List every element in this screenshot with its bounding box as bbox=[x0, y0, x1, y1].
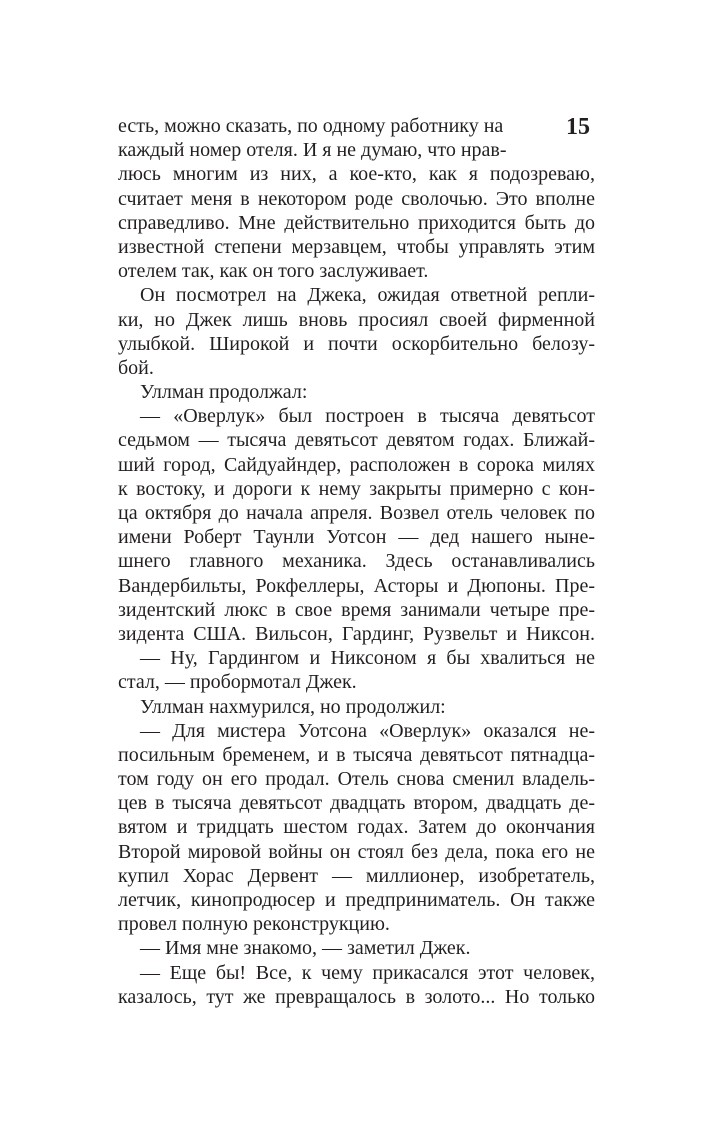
text-line: посильным бременем, и в тысяча девятьсот пятнадца- bbox=[118, 743, 595, 766]
text-line: зидента США. Вильсон, Гардинг, Рузвельт и Никсон. bbox=[118, 622, 595, 645]
text-line: каждый номер отеля. И я не думаю, что нрав- bbox=[118, 139, 507, 162]
text-line: Вандербильты, Рокфеллеры, Асторы и Дюпоны. Пре- bbox=[118, 574, 595, 597]
text-line: ший город, Сайдуайндер, расположен в сорока милях bbox=[118, 453, 595, 476]
text-line: вятом и тридцать шестом годах. Затем до окончания bbox=[118, 816, 595, 839]
text-line: том году он его продал. Отель снова сменил владель- bbox=[118, 768, 595, 791]
text-line: летчик, кинопродюсер и предприниматель. Он также bbox=[118, 889, 595, 911]
text-line: Уллман продолжал: bbox=[140, 381, 308, 404]
text-line: Он посмотрел на Джека, ожидая ответной репли- bbox=[140, 284, 595, 307]
text-line: провел полную реконструкцию. bbox=[118, 913, 390, 936]
text-line: ца октября до начала апреля. Возвел отель человек по bbox=[118, 502, 595, 524]
text-line: — «Оверлук» был построен в тысяча девятьсот bbox=[140, 405, 595, 428]
text-line: седьмом — тысяча девятьсот девятом годах. Ближай- bbox=[118, 429, 595, 452]
text-line: улыбкой. Широкой и почти оскорбительно белозу- bbox=[118, 332, 595, 355]
text-line: Второй мировой войны он стоял без дела, пока его не bbox=[118, 840, 595, 863]
text-line: — Ну, Гардингом и Никсоном я бы хвалиться не bbox=[140, 647, 595, 670]
text-line: цев в тысяча девятьсот двадцать втором, двадцать де- bbox=[118, 792, 595, 815]
body-text bbox=[118, 114, 595, 1009]
page-number: 15 bbox=[566, 114, 590, 140]
text-line: казалось, тут же превращалось в золото... Но только bbox=[118, 985, 595, 1008]
text-line: Уллман нахмурился, но продолжил: bbox=[140, 695, 446, 718]
text-line: люсь многим из них, а кое-кто, как я подозреваю, bbox=[118, 163, 595, 186]
text-line: бой. bbox=[118, 356, 154, 379]
text-line: считает меня в некотором роде сволочью. Это вполне bbox=[118, 187, 595, 210]
text-line: к востоку, и дороги к нему закрыты примерно с кон- bbox=[118, 477, 595, 500]
text-line: есть, можно сказать, по одному работнику на bbox=[118, 115, 504, 137]
text-line: шнего главного механика. Здесь останавливались bbox=[118, 550, 595, 573]
text-line: известной степени мерзавцем, чтобы управлять этим bbox=[118, 235, 595, 258]
text-line: имени Роберт Таунли Уотсон — дед нашего ныне- bbox=[118, 526, 595, 549]
text-line: справедливо. Мне действительно приходится быть до bbox=[118, 211, 595, 234]
text-line: ки, но Джек лишь вновь просиял своей фирменной bbox=[118, 308, 595, 331]
text-line: — Для мистера Уотсона «Оверлук» оказался не- bbox=[140, 719, 595, 742]
text-line: — Еще бы! Все, к чему прикасался этот человек, bbox=[140, 961, 595, 984]
text-line: купил Хорас Дервент — миллионер, изобретатель, bbox=[118, 864, 595, 887]
text-line: стал, — пробормотал Джек. bbox=[118, 671, 357, 694]
text-line: — Имя мне знакомо, — заметил Джек. bbox=[140, 937, 471, 960]
text-line: отелем так, как он того заслуживает. bbox=[118, 260, 429, 283]
text-line: зидентский люкс в свое время занимали четыре пре- bbox=[118, 598, 595, 621]
